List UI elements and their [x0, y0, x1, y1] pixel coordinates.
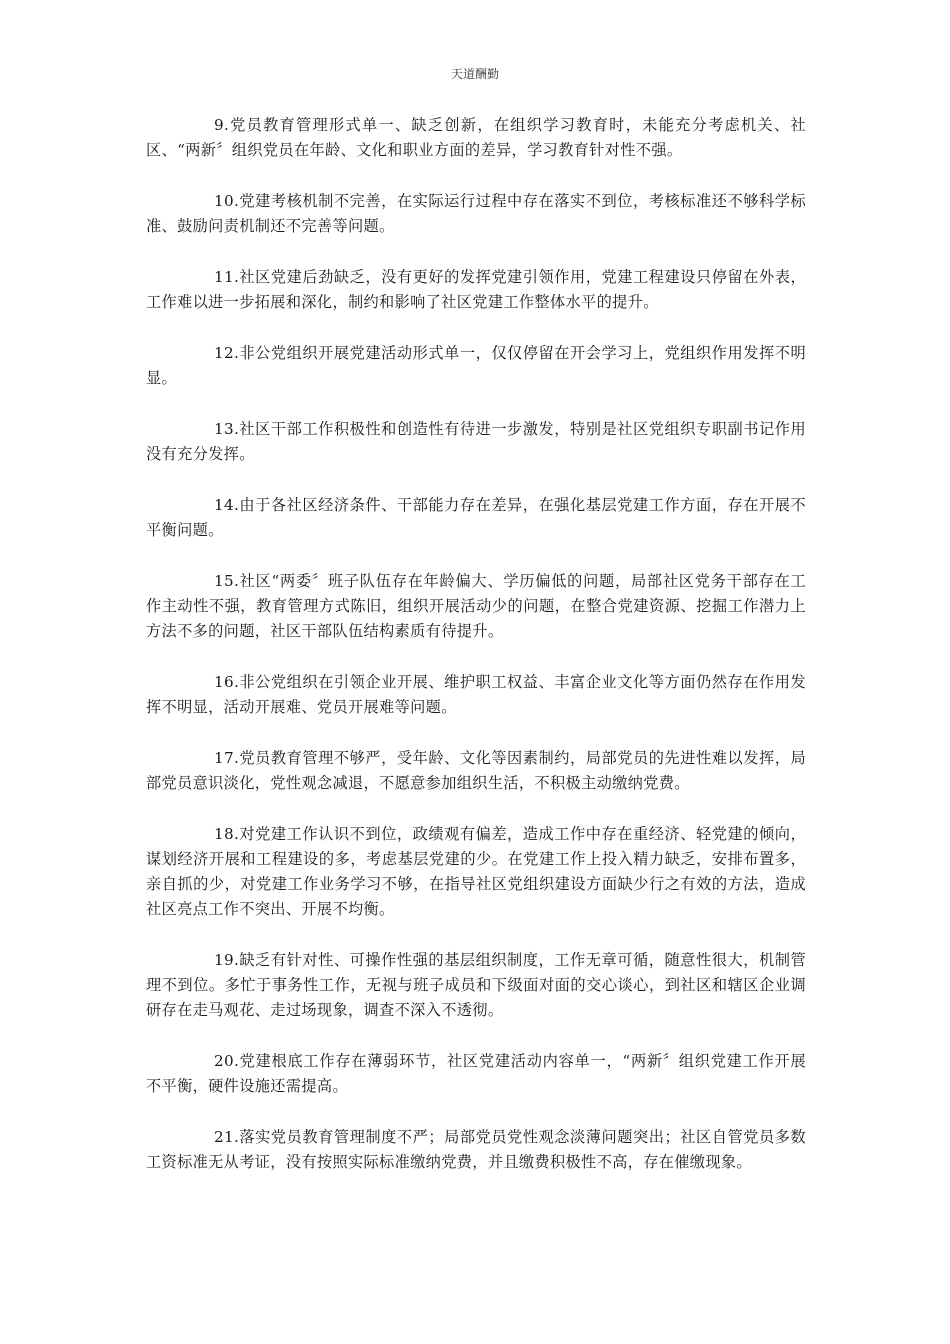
paragraph-item-18: 18.对党建工作认识不到位，政绩观有偏差，造成工作中存在重经济、轻党建的倾向，谋划经济开展和工程建设的多，考虑基层党建的少。在党建工作上投入精力缺乏，安排布置多，亲自抓的少，对党建工作业务学习不够，在指导社区党组织建设方面缺少行之有效的方法，造成社区亮点工作不突出、开展不均衡。	[146, 825, 806, 918]
paragraph-item-17: 17.党员教育管理不够严，受年龄、文化等因素制约，局部党员的先进性难以发挥，局部党员意识淡化，党性观念减退，不愿意参加组织生活，不积极主动缴纳党费。	[146, 749, 806, 792]
page-header: 天道酬勤	[450, 67, 499, 81]
paragraph-item-20: 20.党建根底工作存在薄弱环节，社区党建活动内容单一，“两新〞组织党建工作开展不平衡，硬件设施还需提高。	[146, 1052, 806, 1095]
paragraph-item-19: 19.缺乏有针对性、可操作性强的基层组织制度，工作无章可循，随意性很大，机制管理不到位。多忙于事务性工作，无视与班子成员和下级面对面的交心谈心，到社区和辖区企业调研存在走马观花、走过场现象，调查不深入不透彻。	[146, 951, 806, 1019]
paragraph-item-21: 21.落实党员教育管理制度不严；局部党员党性观念淡薄问题突出；社区自管党员多数工资标准无从考证，没有按照实际标准缴纳党费，并且缴费积极性不高，存在催缴现象。	[146, 1128, 806, 1171]
paragraph-item-16: 16.非公党组织在引领企业开展、维护职工权益、丰富企业文化等方面仍然存在作用发挥不明显，活动开展难、党员开展难等问题。	[146, 673, 806, 716]
paragraph-item-13: 13.社区干部工作积极性和创造性有待进一步激发，特别是社区党组织专职副书记作用没有充分发挥。	[146, 420, 806, 463]
paragraph-item-9: 9.党员教育管理形式单一、缺乏创新，在组织学习教育时，未能充分考虑机关、社区、“两新〞组织党员在年龄、文化和职业方面的差异，学习教育针对性不强。	[146, 116, 806, 159]
paragraph-item-15: 15.社区“两委〞班子队伍存在年龄偏大、学历偏低的问题，局部社区党务干部存在工作主动性不强，教育管理方式陈旧，组织开展活动少的问题，在整合党建资源、挖掘工作潜力上方法不多的问题，社区干部队伍结构素质有待提升。	[146, 572, 806, 640]
paragraph-item-14: 14.由于各社区经济条件、干部能力存在差异，在强化基层党建工作方面，存在开展不平衡问题。	[146, 496, 806, 539]
paragraph-item-12: 12.非公党组织开展党建活动形式单一，仅仅停留在开会学习上，党组织作用发挥不明显。	[146, 344, 806, 387]
paragraph-item-11: 11.社区党建后劲缺乏，没有更好的发挥党建引领作用，党建工程建设只停留在外表，工作难以进一步拓展和深化，制约和影响了社区党建工作整体水平的提升。	[146, 268, 806, 311]
paragraph-item-10: 10.党建考核机制不完善，在实际运行过程中存在落实不到位，考核标准还不够科学标准、鼓励问责机制还不完善等问题。	[146, 192, 806, 235]
document-body	[146, 113, 806, 1201]
